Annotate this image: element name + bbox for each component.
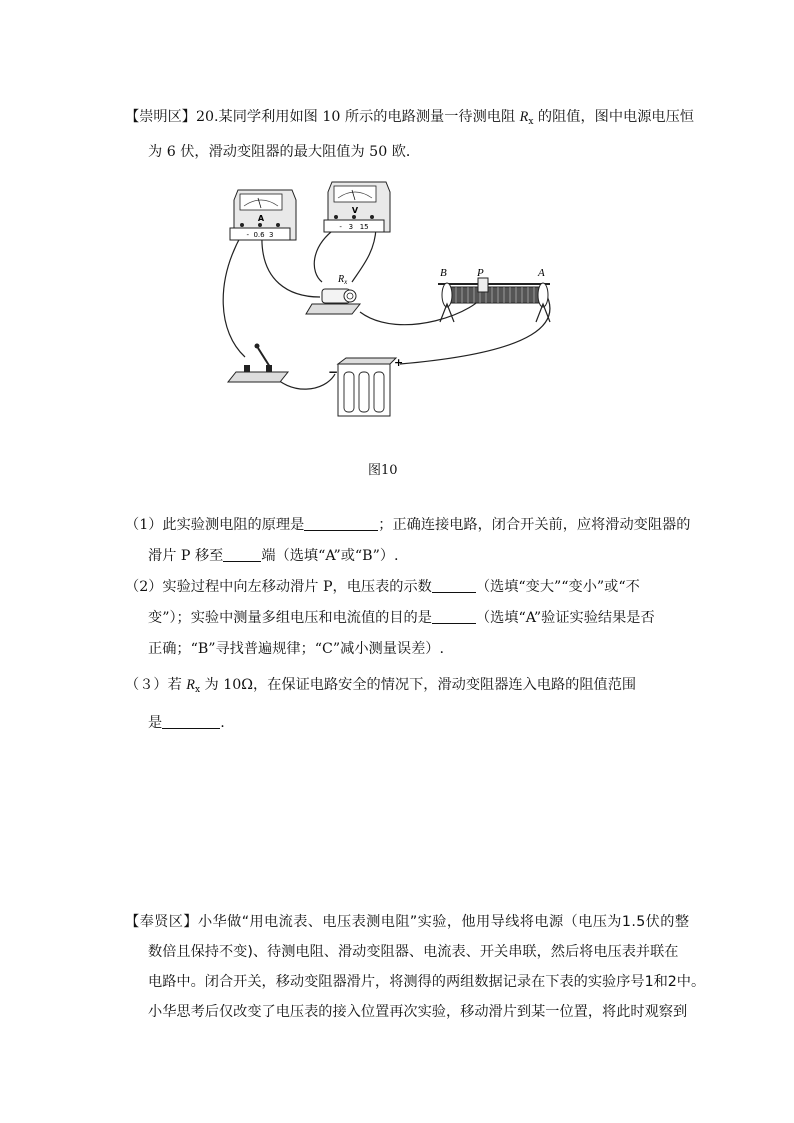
voltmeter-label: V — [351, 206, 359, 215]
terminal-b-label: B — [440, 267, 447, 279]
question-20-text-cont: 的阻值，图中电源电压恒 — [533, 109, 694, 125]
ammeter-scale: - 0.6 3 — [246, 231, 274, 239]
part-3-line-2: 是 . — [148, 715, 225, 731]
question-20-line-2: 为 6 伏，滑动变阻器的最大阻值为 50 欧． — [148, 144, 421, 160]
answer-blank-slider-end[interactable] — [223, 547, 261, 562]
battery-minus-label: − — [328, 365, 339, 379]
question-20-text: 【崇明区】20.某同学利用如图 10 所示的电路测量一待测电阻 — [125, 109, 520, 125]
part-3-line-1: （３）若 $R_x$ 为 10Ω，在保证电路安全的情况下，滑动变阻器连入电路的阻值范围 — [125, 677, 637, 695]
rx-subscript: x — [528, 117, 534, 127]
wire-ammeter-rx — [262, 234, 320, 297]
voltmeter — [324, 182, 390, 232]
fengxian-line-1: 【奉贤区】小华做“用电流表、电压表测电阻”实验，他用导线将电源（电压为1.5伏的整 — [125, 914, 690, 930]
fengxian-line-2: 数倍且保持不变)、待测电阻、滑动变阻器、电流表、开关串联，然后将电压表并联在 — [148, 944, 679, 960]
ammeter — [230, 190, 296, 240]
answer-blank-range[interactable] — [162, 714, 220, 729]
part-2-line-2: 变”）；实验中测量多组电压和电流值的目的是 （选填“A”验证实验结果是否 — [148, 610, 655, 626]
fengxian-line-3: 电路中。闭合开关，移动变阻器滑片，将测得的两组数据记录在下表的实验序号1和2中。 — [148, 974, 706, 990]
circuit-figure — [200, 172, 570, 432]
part-1-line-2: 滑片 P 移至 端（选填“A”或“B”）. — [148, 548, 399, 564]
voltmeter-scale: - 3 15 — [339, 223, 369, 231]
battery — [328, 356, 403, 416]
answer-blank-principle[interactable] — [304, 516, 378, 531]
question-20-line-1 — [125, 107, 694, 132]
fengxian-line-4: 小华思考后仅改变了电压表的接入位置再次实验，移动滑片到某一位置，将此时观察到 — [148, 1004, 688, 1020]
wire-voltmeter-rx-right — [352, 228, 376, 282]
wire-ammeter-switch — [223, 234, 245, 357]
ammeter-label: A — [257, 214, 265, 223]
figure-caption: 图10 — [368, 463, 398, 478]
part-2-line-1: （2）实验过程中向左移动滑片 P，电压表的示数 （选填“变大”“变小”或“不 — [125, 579, 640, 595]
wire-voltmeter-rx-left — [314, 228, 336, 282]
switch — [228, 344, 288, 383]
answer-blank-purpose[interactable] — [432, 609, 476, 624]
answer-blank-voltage-change[interactable] — [432, 578, 476, 593]
rx-figure-label: $R_x$ — [338, 274, 348, 286]
terminal-a-label: A — [538, 267, 545, 279]
part-2-line-3: 正确；“B”寻找普遍规律；“C”减小测量误差）. — [148, 641, 444, 657]
battery-plus-label: + — [394, 356, 404, 369]
rheostat — [438, 267, 550, 322]
part-1-line-1: （1）此实验测电阻的原理是 ；正确连接电路，闭合开关前，应将滑动变阻器的 — [125, 517, 691, 533]
rx-symbol: R — [519, 109, 529, 125]
resistor-rx — [306, 274, 360, 314]
terminal-p-label: P — [477, 267, 484, 279]
